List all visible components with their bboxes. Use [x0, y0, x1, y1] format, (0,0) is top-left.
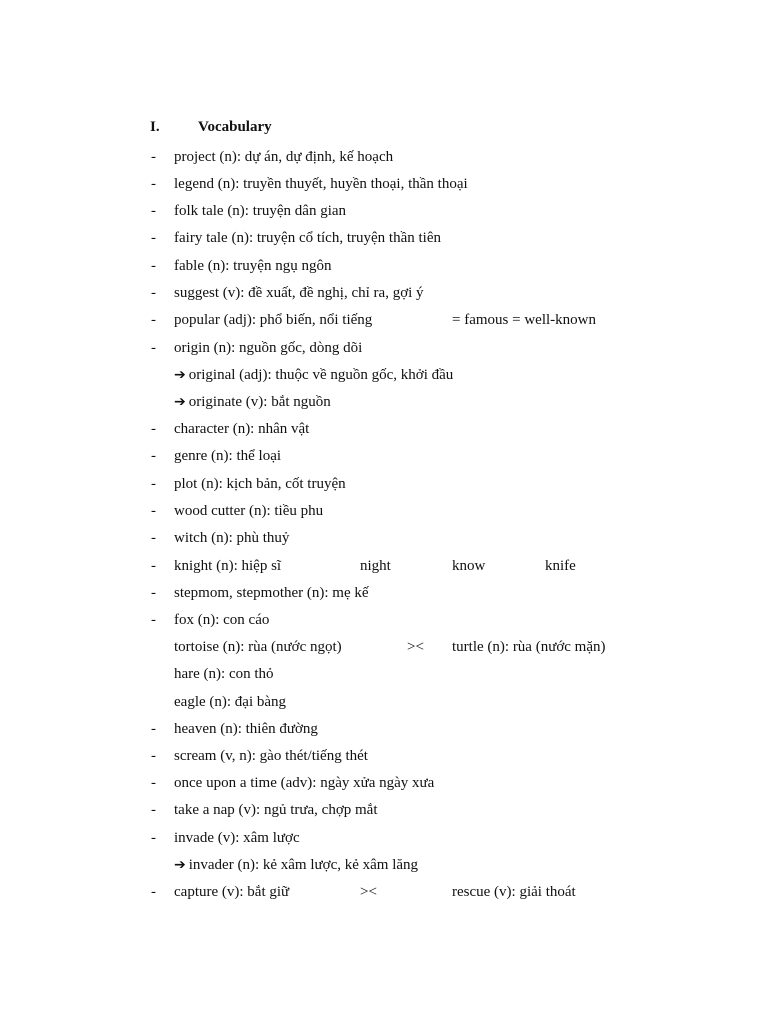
entry-text: fable (n): truyện ngụ ngôn	[174, 258, 332, 274]
vocab-entry	[0, 501, 768, 528]
entry-text: knight (n): hiệp sĩ	[174, 558, 282, 574]
section-number: I.	[150, 119, 160, 135]
vocab-entry	[0, 419, 768, 446]
vocab-entry	[0, 283, 768, 310]
bullet-dash: -	[151, 421, 156, 437]
vocab-entry	[0, 583, 768, 610]
vocab-entry	[0, 174, 768, 201]
vocab-entry	[0, 828, 768, 855]
bullet-dash: -	[151, 802, 156, 818]
arrow-right-icon: ➔	[174, 367, 186, 383]
vocab-entry	[0, 338, 768, 365]
sub-entry	[0, 664, 768, 691]
vocab-entry	[0, 228, 768, 255]
entry-text: legend (n): truyền thuyết, huyền thoại, thần thoại	[174, 176, 468, 192]
vocab-entry	[0, 610, 768, 637]
derived-entry	[0, 855, 768, 882]
bullet-dash: -	[151, 585, 156, 601]
bullet-dash: -	[151, 230, 156, 246]
vocab-entry	[0, 746, 768, 773]
contrast-symbol: ><	[407, 639, 424, 655]
entry-text: origin (n): nguồn gốc, dòng dõi	[174, 340, 363, 356]
bullet-dash: -	[151, 830, 156, 846]
bullet-dash: -	[151, 884, 156, 900]
bullet-dash: -	[151, 448, 156, 464]
bullet-dash: -	[151, 476, 156, 492]
bullet-dash: -	[151, 721, 156, 737]
bullet-dash: -	[151, 149, 156, 165]
synonym-note: = famous = well-known	[452, 312, 596, 328]
entry-text: invader (n): kẻ xâm lược, kẻ xâm lăng	[188, 857, 419, 873]
entry-text: originate (v): bắt nguồn	[188, 394, 331, 410]
derived-entry	[0, 392, 768, 419]
vocab-entry	[0, 528, 768, 555]
entry-text: once upon a time (adv): ngày xửa ngày xưa	[174, 775, 435, 791]
arrow-right-icon: ➔	[174, 857, 186, 873]
vocab-entry	[0, 147, 768, 174]
entry-text: fairy tale (n): truyện cổ tích, truyện thần tiên	[174, 230, 441, 246]
entry-text: take a nap (v): ngủ trưa, chợp mắt	[174, 802, 378, 818]
vocab-entry	[0, 800, 768, 827]
arrow-right-icon: ➔	[174, 394, 186, 410]
entry-text: suggest (v): đề xuất, đề nghị, chỉ ra, gợi ý	[174, 285, 424, 301]
bullet-dash: -	[151, 340, 156, 356]
entry-text: character (n): nhân vật	[174, 421, 310, 437]
derived-entry	[0, 365, 768, 392]
section-title: Vocabulary	[198, 119, 272, 135]
entry-text: fox (n): con cáo	[174, 612, 270, 628]
bullet-dash: -	[151, 285, 156, 301]
entry-text: project (n): dự án, dự định, kế hoạch	[174, 149, 394, 165]
bullet-dash: -	[151, 203, 156, 219]
vocab-entry	[0, 201, 768, 228]
vocab-entry	[0, 773, 768, 800]
entry-text: witch (n): phù thuỷ	[174, 530, 290, 546]
vocab-entry	[0, 310, 768, 337]
contrast-text: rescue (v): giải thoát	[452, 884, 576, 900]
related-word: knife	[545, 558, 576, 574]
vocab-entry	[0, 882, 768, 909]
vocab-entry	[0, 474, 768, 501]
entry-text: genre (n): thể loại	[174, 448, 282, 464]
bullet-dash: -	[151, 558, 156, 574]
vocab-entry	[0, 256, 768, 283]
entry-text: wood cutter (n): tiều phu	[174, 503, 324, 519]
vocab-entry	[0, 556, 768, 583]
vocab-entry	[0, 719, 768, 746]
bullet-dash: -	[151, 612, 156, 628]
entry-text: stepmom, stepmother (n): mẹ kế	[174, 585, 369, 601]
entry-text: tortoise (n): rùa (nước ngọt)	[174, 639, 342, 655]
contrast-symbol: ><	[360, 884, 377, 900]
sub-entry	[0, 692, 768, 719]
sub-entry	[0, 637, 768, 664]
entry-text: plot (n): kịch bản, cốt truyện	[174, 476, 346, 492]
bullet-dash: -	[151, 775, 156, 791]
entry-text: folk tale (n): truyện dân gian	[174, 203, 347, 219]
entry-text: eagle (n): đại bàng	[174, 694, 287, 710]
entry-text: scream (v, n): gào thét/tiếng thét	[174, 748, 368, 764]
entry-text: invade (v): xâm lược	[174, 830, 300, 846]
related-word: night	[360, 558, 391, 574]
contrast-text: turtle (n): rùa (nước mặn)	[452, 639, 606, 655]
bullet-dash: -	[151, 258, 156, 274]
bullet-dash: -	[151, 312, 156, 328]
entry-text: heaven (n): thiên đường	[174, 721, 318, 737]
entry-text: popular (adj): phổ biến, nổi tiếng	[174, 312, 373, 328]
entry-text: original (adj): thuộc về nguồn gốc, khởi đầu	[188, 367, 454, 383]
bullet-dash: -	[151, 748, 156, 764]
bullet-dash: -	[151, 530, 156, 546]
bullet-dash: -	[151, 503, 156, 519]
entry-text: capture (v): bắt giữ	[174, 884, 290, 900]
bullet-dash: -	[151, 176, 156, 192]
entry-text: hare (n): con thỏ	[174, 666, 274, 682]
related-word: know	[452, 558, 486, 574]
vocab-entry	[0, 446, 768, 473]
